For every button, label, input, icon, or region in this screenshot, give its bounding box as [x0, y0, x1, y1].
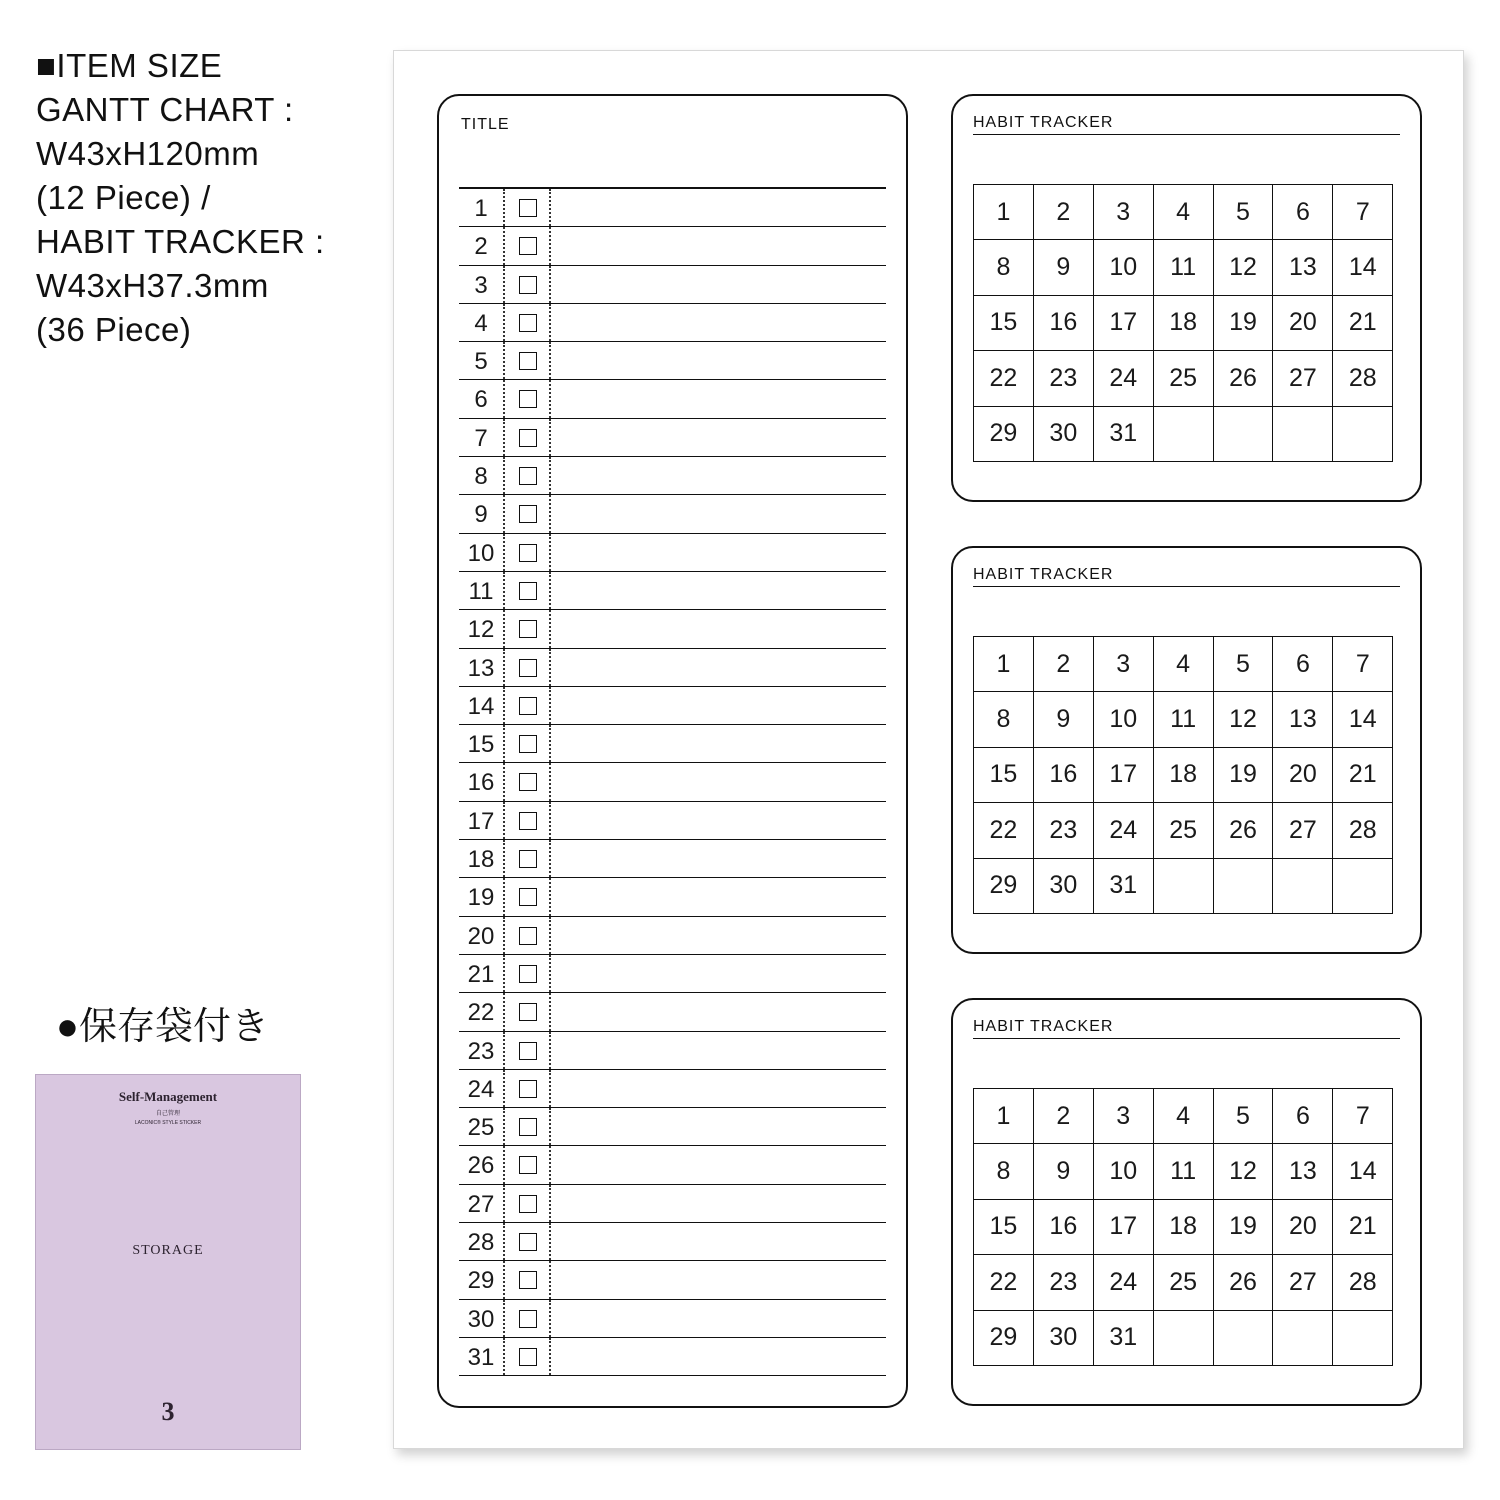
habit-day-cell: 15 — [974, 747, 1034, 802]
habit-day-cell: 20 — [1273, 1199, 1333, 1254]
habit-week-row — [974, 637, 1393, 692]
gantt-row-checkbox-cell — [505, 342, 551, 379]
gantt-row-checkbox-cell — [505, 687, 551, 724]
gantt-row-number: 8 — [459, 457, 505, 494]
gantt-row-checkbox-cell — [505, 189, 551, 226]
gantt-row-number: 16 — [459, 763, 505, 800]
gantt-row-checkbox-cell — [505, 802, 551, 839]
habit-tracker-grid — [973, 184, 1393, 462]
habit-day-cell: 17 — [1093, 295, 1153, 350]
habit-day-cell: 22 — [974, 803, 1034, 858]
gantt-row-checkbox-cell — [505, 993, 551, 1030]
checkbox-square-icon — [519, 1348, 537, 1366]
habit-day-cell: 1 — [974, 185, 1034, 240]
habit-day-cell: 31 — [1093, 858, 1153, 913]
habit-day-cell — [1213, 858, 1273, 913]
habit-day-cell: 9 — [1033, 1144, 1093, 1199]
checkbox-square-icon — [519, 1080, 537, 1098]
habit-day-cell — [1273, 858, 1333, 913]
habit-day-cell — [1273, 406, 1333, 461]
checkbox-square-icon — [519, 352, 537, 370]
spec-line: W43xH37.3mm — [36, 267, 269, 304]
gantt-row-number: 27 — [459, 1185, 505, 1222]
habit-week-row — [974, 295, 1393, 350]
habit-day-cell: 8 — [974, 692, 1034, 747]
gantt-row-number: 14 — [459, 687, 505, 724]
gantt-row — [459, 189, 886, 227]
item-size-spec — [36, 44, 325, 352]
package-number: 3 — [161, 1397, 175, 1426]
checkbox-square-icon — [519, 237, 537, 255]
habit-day-cell: 1 — [974, 637, 1034, 692]
gantt-chart-sticker — [437, 94, 908, 1408]
checkbox-square-icon — [519, 965, 537, 983]
habit-day-cell — [1213, 1310, 1273, 1365]
checkbox-square-icon — [519, 276, 537, 294]
habit-day-cell: 23 — [1033, 1255, 1093, 1310]
habit-day-cell: 5 — [1213, 185, 1273, 240]
habit-day-cell: 23 — [1033, 803, 1093, 858]
habit-day-cell: 2 — [1033, 1089, 1093, 1144]
habit-day-cell: 6 — [1273, 637, 1333, 692]
gantt-row-checkbox-cell — [505, 1223, 551, 1260]
gantt-row-number: 15 — [459, 725, 505, 762]
gantt-row-checkbox-cell — [505, 1261, 551, 1298]
gantt-row-checkbox-cell — [505, 917, 551, 954]
habit-day-cell: 24 — [1093, 351, 1153, 406]
habit-day-cell: 2 — [1033, 185, 1093, 240]
habit-day-cell: 25 — [1153, 1255, 1213, 1310]
habit-day-cell: 4 — [1153, 1089, 1213, 1144]
habit-day-cell: 29 — [974, 1310, 1034, 1365]
gantt-row — [459, 304, 886, 342]
gantt-row — [459, 1108, 886, 1146]
habit-week-row — [974, 1310, 1393, 1365]
habit-week-row — [974, 185, 1393, 240]
checkbox-square-icon — [519, 1118, 537, 1136]
habit-tracker-grid — [973, 1088, 1393, 1366]
gantt-row-checkbox-cell — [505, 1108, 551, 1145]
habit-day-cell: 3 — [1093, 637, 1153, 692]
habit-day-cell — [1153, 1310, 1213, 1365]
gantt-row-checkbox-cell — [505, 419, 551, 456]
habit-day-cell: 7 — [1333, 1089, 1393, 1144]
habit-tracker-title: HABIT TRACKER — [973, 566, 1400, 587]
gantt-row — [459, 763, 886, 801]
package-storage-text: STORAGE — [132, 1243, 204, 1258]
gantt-row-number: 29 — [459, 1261, 505, 1298]
habit-day-cell: 13 — [1273, 692, 1333, 747]
habit-day-cell: 25 — [1153, 351, 1213, 406]
gantt-row-number: 5 — [459, 342, 505, 379]
habit-day-cell: 17 — [1093, 1199, 1153, 1254]
habit-day-cell: 3 — [1093, 1089, 1153, 1144]
gantt-row — [459, 1185, 886, 1223]
habit-day-cell: 31 — [1093, 406, 1153, 461]
gantt-row — [459, 419, 886, 457]
gantt-row — [459, 1032, 886, 1070]
gantt-row-number: 18 — [459, 840, 505, 877]
habit-week-row — [974, 858, 1393, 913]
habit-day-cell: 22 — [974, 1255, 1034, 1310]
habit-day-cell: 8 — [974, 1144, 1034, 1199]
gantt-rows — [459, 189, 886, 1376]
gantt-row-number: 21 — [459, 955, 505, 992]
gantt-row — [459, 1146, 886, 1184]
habit-day-cell: 19 — [1213, 295, 1273, 350]
checkbox-square-icon — [519, 735, 537, 753]
sticker-sheet — [393, 50, 1464, 1449]
gantt-row-checkbox-cell — [505, 878, 551, 915]
checkbox-square-icon — [519, 1156, 537, 1174]
gantt-row — [459, 342, 886, 380]
habit-day-cell: 26 — [1213, 351, 1273, 406]
habit-day-cell: 17 — [1093, 747, 1153, 802]
checkbox-square-icon — [519, 773, 537, 791]
habit-day-cell: 15 — [974, 1199, 1034, 1254]
habit-day-cell: 26 — [1213, 803, 1273, 858]
checkbox-square-icon — [519, 544, 537, 562]
checkbox-square-icon — [519, 1233, 537, 1251]
habit-day-cell: 15 — [974, 295, 1034, 350]
gantt-row-checkbox-cell — [505, 572, 551, 609]
checkbox-square-icon — [519, 199, 537, 217]
gantt-row-checkbox-cell — [505, 227, 551, 264]
gantt-row — [459, 457, 886, 495]
checkbox-square-icon — [519, 620, 537, 638]
gantt-row-number: 31 — [459, 1338, 505, 1375]
gantt-row — [459, 649, 886, 687]
spec-line: ■ITEM SIZE — [36, 47, 223, 84]
gantt-row — [459, 266, 886, 304]
gantt-row — [459, 1070, 886, 1108]
gantt-row — [459, 917, 886, 955]
gantt-row-number: 20 — [459, 917, 505, 954]
package-subtitle: 自己管理 — [155, 1111, 180, 1117]
habit-day-cell: 27 — [1273, 1255, 1333, 1310]
habit-day-cell: 2 — [1033, 637, 1093, 692]
habit-day-cell: 25 — [1153, 803, 1213, 858]
gantt-row — [459, 840, 886, 878]
habit-day-cell: 21 — [1333, 1199, 1393, 1254]
checkbox-square-icon — [519, 1271, 537, 1289]
habit-week-row — [974, 351, 1393, 406]
gantt-row-number: 11 — [459, 572, 505, 609]
checkbox-square-icon — [519, 1195, 537, 1213]
habit-day-cell: 9 — [1033, 240, 1093, 295]
gantt-row-checkbox-cell — [505, 610, 551, 647]
habit-week-row — [974, 692, 1393, 747]
habit-day-cell: 10 — [1093, 692, 1153, 747]
gantt-row — [459, 687, 886, 725]
habit-day-cell — [1333, 858, 1393, 913]
habit-tracker-title: HABIT TRACKER — [973, 1018, 1400, 1039]
gantt-row — [459, 955, 886, 993]
habit-tracker-title: HABIT TRACKER — [973, 114, 1400, 135]
habit-tracker-sticker-1 — [951, 94, 1422, 502]
gantt-row-checkbox-cell — [505, 1300, 551, 1337]
gantt-row-number: 4 — [459, 304, 505, 341]
habit-day-cell: 28 — [1333, 803, 1393, 858]
habit-day-cell: 6 — [1273, 1089, 1333, 1144]
habit-day-cell: 30 — [1033, 858, 1093, 913]
gantt-row-number: 24 — [459, 1070, 505, 1107]
checkbox-square-icon — [519, 697, 537, 715]
gantt-row-checkbox-cell — [505, 763, 551, 800]
habit-day-cell: 18 — [1153, 1199, 1213, 1254]
gantt-row — [459, 610, 886, 648]
habit-day-cell: 14 — [1333, 240, 1393, 295]
habit-day-cell: 3 — [1093, 185, 1153, 240]
gantt-row-number: 7 — [459, 419, 505, 456]
habit-day-cell: 20 — [1273, 295, 1333, 350]
package-title: Self-Management — [118, 1089, 218, 1104]
checkbox-square-icon — [519, 927, 537, 945]
habit-week-row — [974, 406, 1393, 461]
gantt-row-number: 1 — [459, 189, 505, 226]
checkbox-square-icon — [519, 659, 537, 677]
gantt-row-checkbox-cell — [505, 1032, 551, 1069]
spec-line: GANTT CHART : — [36, 91, 294, 128]
habit-week-row — [974, 803, 1393, 858]
habit-day-cell: 30 — [1033, 1310, 1093, 1365]
habit-day-cell: 12 — [1213, 240, 1273, 295]
gantt-row-number: 3 — [459, 266, 505, 303]
habit-day-cell: 8 — [974, 240, 1034, 295]
habit-day-cell: 19 — [1213, 747, 1273, 802]
habit-day-cell — [1213, 406, 1273, 461]
habit-week-row — [974, 1144, 1393, 1199]
habit-day-cell: 21 — [1333, 295, 1393, 350]
gantt-row-number: 25 — [459, 1108, 505, 1145]
habit-day-cell: 19 — [1213, 1199, 1273, 1254]
habit-day-cell: 14 — [1333, 692, 1393, 747]
habit-day-cell: 11 — [1153, 1144, 1213, 1199]
habit-day-cell: 16 — [1033, 295, 1093, 350]
gantt-title: TITLE — [461, 116, 510, 133]
gantt-row-number: 23 — [459, 1032, 505, 1069]
habit-week-row — [974, 1089, 1393, 1144]
gantt-row-number: 17 — [459, 802, 505, 839]
habit-day-cell: 9 — [1033, 692, 1093, 747]
habit-day-cell — [1153, 858, 1213, 913]
gantt-row — [459, 1300, 886, 1338]
habit-week-row — [974, 1199, 1393, 1254]
habit-day-cell: 4 — [1153, 637, 1213, 692]
gantt-row-checkbox-cell — [505, 1185, 551, 1222]
habit-day-cell — [1153, 406, 1213, 461]
checkbox-square-icon — [519, 888, 537, 906]
habit-day-cell — [1333, 406, 1393, 461]
habit-day-cell: 24 — [1093, 803, 1153, 858]
habit-day-cell: 5 — [1213, 637, 1273, 692]
gantt-row-number: 9 — [459, 495, 505, 532]
habit-day-cell: 7 — [1333, 637, 1393, 692]
habit-day-cell: 13 — [1273, 1144, 1333, 1199]
habit-day-cell: 16 — [1033, 1199, 1093, 1254]
checkbox-square-icon — [519, 314, 537, 332]
gantt-row — [459, 227, 886, 265]
gantt-row-number: 30 — [459, 1300, 505, 1337]
gantt-row-number: 6 — [459, 380, 505, 417]
habit-day-cell: 27 — [1273, 351, 1333, 406]
gantt-row — [459, 878, 886, 916]
habit-day-cell: 30 — [1033, 406, 1093, 461]
habit-week-row — [974, 747, 1393, 802]
habit-day-cell: 20 — [1273, 747, 1333, 802]
gantt-row-number: 22 — [459, 993, 505, 1030]
habit-day-cell: 10 — [1093, 1144, 1153, 1199]
gantt-row — [459, 725, 886, 763]
gantt-row — [459, 1223, 886, 1261]
gantt-row-checkbox-cell — [505, 495, 551, 532]
gantt-row — [459, 802, 886, 840]
habit-day-cell: 29 — [974, 858, 1034, 913]
habit-day-cell: 18 — [1153, 295, 1213, 350]
gantt-row — [459, 534, 886, 572]
gantt-row-number: 2 — [459, 227, 505, 264]
package-brand: LACONIC® STYLE STICKER — [134, 1120, 202, 1126]
storage-bag-label: ●保存袋付き — [56, 1006, 269, 1048]
checkbox-square-icon — [519, 850, 537, 868]
gantt-row-checkbox-cell — [505, 1338, 551, 1375]
spec-line: W43xH120mm — [36, 135, 260, 172]
gantt-row — [459, 380, 886, 418]
habit-day-cell: 23 — [1033, 351, 1093, 406]
habit-day-cell: 18 — [1153, 747, 1213, 802]
habit-day-cell: 28 — [1333, 351, 1393, 406]
gantt-row-number: 28 — [459, 1223, 505, 1260]
habit-day-cell: 4 — [1153, 185, 1213, 240]
habit-day-cell: 22 — [974, 351, 1034, 406]
gantt-row-checkbox-cell — [505, 457, 551, 494]
habit-day-cell: 31 — [1093, 1310, 1153, 1365]
habit-day-cell: 13 — [1273, 240, 1333, 295]
gantt-row-checkbox-cell — [505, 380, 551, 417]
habit-day-cell — [1273, 1310, 1333, 1365]
habit-day-cell: 14 — [1333, 1144, 1393, 1199]
gantt-row-checkbox-cell — [505, 840, 551, 877]
gantt-row-number: 26 — [459, 1146, 505, 1183]
checkbox-square-icon — [519, 582, 537, 600]
checkbox-square-icon — [519, 1310, 537, 1328]
checkbox-square-icon — [519, 429, 537, 447]
gantt-row-checkbox-cell — [505, 649, 551, 686]
checkbox-square-icon — [519, 390, 537, 408]
storage-package-image — [35, 1074, 301, 1450]
habit-day-cell: 12 — [1213, 692, 1273, 747]
habit-day-cell: 28 — [1333, 1255, 1393, 1310]
habit-day-cell: 27 — [1273, 803, 1333, 858]
gantt-row-checkbox-cell — [505, 725, 551, 762]
gantt-row-number: 13 — [459, 649, 505, 686]
habit-day-cell: 1 — [974, 1089, 1034, 1144]
habit-tracker-sticker-3 — [951, 998, 1422, 1406]
habit-day-cell: 16 — [1033, 747, 1093, 802]
habit-day-cell — [1333, 1310, 1393, 1365]
habit-day-cell: 6 — [1273, 185, 1333, 240]
spec-line: (12 Piece) / — [36, 179, 211, 216]
habit-week-row — [974, 240, 1393, 295]
gantt-row-checkbox-cell — [505, 304, 551, 341]
checkbox-square-icon — [519, 1003, 537, 1021]
gantt-row-checkbox-cell — [505, 1146, 551, 1183]
gantt-row-checkbox-cell — [505, 266, 551, 303]
gantt-row — [459, 1338, 886, 1376]
habit-day-cell: 24 — [1093, 1255, 1153, 1310]
habit-tracker-grid — [973, 636, 1393, 914]
habit-day-cell: 11 — [1153, 240, 1213, 295]
gantt-row-checkbox-cell — [505, 534, 551, 571]
habit-tracker-sticker-2 — [951, 546, 1422, 954]
gantt-row-checkbox-cell — [505, 955, 551, 992]
gantt-row — [459, 572, 886, 610]
habit-day-cell: 12 — [1213, 1144, 1273, 1199]
habit-week-row — [974, 1255, 1393, 1310]
gantt-row — [459, 1261, 886, 1299]
checkbox-square-icon — [519, 505, 537, 523]
gantt-row — [459, 993, 886, 1031]
gantt-row-number: 19 — [459, 878, 505, 915]
habit-day-cell: 7 — [1333, 185, 1393, 240]
habit-day-cell: 29 — [974, 406, 1034, 461]
spec-line: (36 Piece) — [36, 311, 192, 348]
habit-day-cell: 5 — [1213, 1089, 1273, 1144]
spec-line: HABIT TRACKER : — [36, 223, 325, 260]
gantt-row-number: 12 — [459, 610, 505, 647]
checkbox-square-icon — [519, 1042, 537, 1060]
gantt-row-checkbox-cell — [505, 1070, 551, 1107]
habit-day-cell: 21 — [1333, 747, 1393, 802]
checkbox-square-icon — [519, 812, 537, 830]
habit-day-cell: 10 — [1093, 240, 1153, 295]
gantt-row — [459, 495, 886, 533]
checkbox-square-icon — [519, 467, 537, 485]
habit-day-cell: 11 — [1153, 692, 1213, 747]
gantt-row-number: 10 — [459, 534, 505, 571]
habit-day-cell: 26 — [1213, 1255, 1273, 1310]
